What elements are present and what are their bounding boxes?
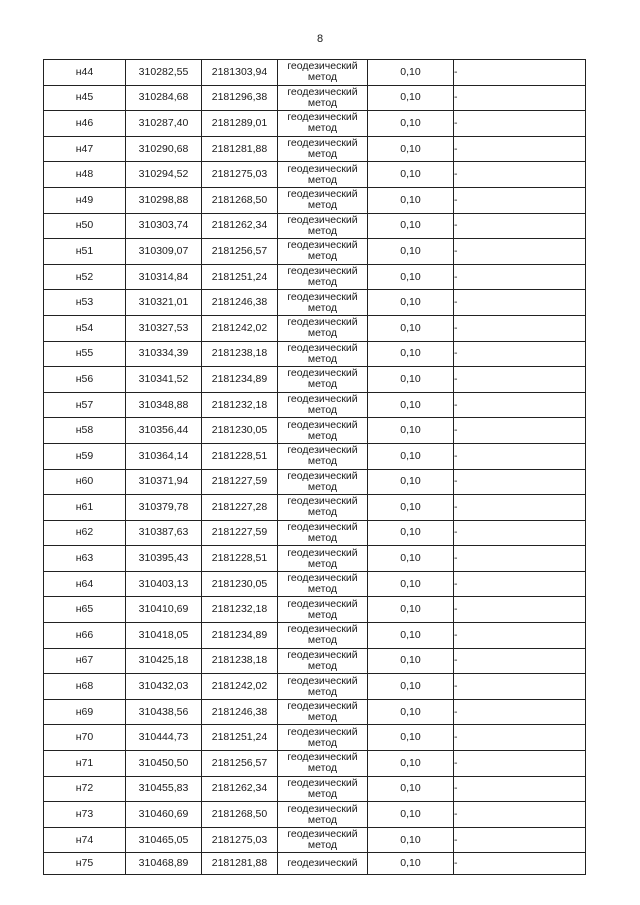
accuracy-cell: 0,10: [368, 315, 454, 341]
table-row: [44, 315, 586, 341]
point-name-cell: н58: [44, 418, 126, 444]
point-name-cell: н51: [44, 239, 126, 265]
table-row: [44, 495, 586, 521]
note-cell: -: [454, 418, 586, 444]
point-name-cell: н56: [44, 367, 126, 393]
x-coordinate-cell: 310341,52: [126, 367, 202, 393]
note-cell: -: [454, 341, 586, 367]
x-coordinate-cell: 310284,68: [126, 85, 202, 111]
accuracy-cell: 0,10: [368, 290, 454, 316]
method-cell: геодезический метод: [278, 367, 368, 393]
method-cell: геодезический метод: [278, 495, 368, 521]
note-cell: -: [454, 136, 586, 162]
x-coordinate-cell: 310314,84: [126, 264, 202, 290]
x-coordinate-cell: 310418,05: [126, 623, 202, 649]
accuracy-cell: 0,10: [368, 392, 454, 418]
y-coordinate-cell: 2181234,89: [202, 367, 278, 393]
point-name-cell: н54: [44, 315, 126, 341]
x-coordinate-cell: 310327,53: [126, 315, 202, 341]
x-coordinate-cell: 310395,43: [126, 546, 202, 572]
note-cell: -: [454, 443, 586, 469]
point-name-cell: н71: [44, 751, 126, 777]
x-coordinate-cell: 310410,69: [126, 597, 202, 623]
table-row: [44, 239, 586, 265]
y-coordinate-cell: 2181262,34: [202, 213, 278, 239]
table-row: [44, 802, 586, 828]
x-coordinate-cell: 310303,74: [126, 213, 202, 239]
method-cell: геодезический метод: [278, 623, 368, 649]
x-coordinate-cell: 310450,50: [126, 751, 202, 777]
method-cell: геодезический метод: [278, 520, 368, 546]
x-coordinate-cell: 310282,55: [126, 60, 202, 86]
accuracy-cell: 0,10: [368, 751, 454, 777]
note-cell: -: [454, 60, 586, 86]
table-row: [44, 60, 586, 86]
note-cell: -: [454, 85, 586, 111]
note-cell: -: [454, 239, 586, 265]
y-coordinate-cell: 2181296,38: [202, 85, 278, 111]
table-row: [44, 264, 586, 290]
page-number: 8: [316, 33, 324, 45]
method-cell: геодезический метод: [278, 751, 368, 777]
note-cell: -: [454, 315, 586, 341]
y-coordinate-cell: 2181251,24: [202, 264, 278, 290]
note-cell: -: [454, 699, 586, 725]
note-cell: -: [454, 546, 586, 572]
y-coordinate-cell: 2181289,01: [202, 111, 278, 137]
note-cell: -: [454, 111, 586, 137]
accuracy-cell: 0,10: [368, 367, 454, 393]
accuracy-cell: 0,10: [368, 418, 454, 444]
accuracy-cell: 0,10: [368, 187, 454, 213]
y-coordinate-cell: 2181281,88: [202, 853, 278, 875]
note-cell: -: [454, 469, 586, 495]
point-name-cell: н73: [44, 802, 126, 828]
point-name-cell: н44: [44, 60, 126, 86]
accuracy-cell: 0,10: [368, 469, 454, 495]
point-name-cell: н65: [44, 597, 126, 623]
x-coordinate-cell: 310444,73: [126, 725, 202, 751]
table-row: [44, 776, 586, 802]
y-coordinate-cell: 2181230,05: [202, 571, 278, 597]
y-coordinate-cell: 2181268,50: [202, 802, 278, 828]
x-coordinate-cell: 310309,07: [126, 239, 202, 265]
y-coordinate-cell: 2181242,02: [202, 315, 278, 341]
table-row: [44, 392, 586, 418]
method-cell: геодезический метод: [278, 213, 368, 239]
table-row: [44, 162, 586, 188]
point-name-cell: н46: [44, 111, 126, 137]
method-cell: геодезический метод: [278, 111, 368, 137]
method-cell: геодезический метод: [278, 315, 368, 341]
accuracy-cell: 0,10: [368, 648, 454, 674]
table-row: [44, 674, 586, 700]
accuracy-cell: 0,10: [368, 674, 454, 700]
y-coordinate-cell: 2181228,51: [202, 546, 278, 572]
y-coordinate-cell: 2181228,51: [202, 443, 278, 469]
accuracy-cell: 0,10: [368, 827, 454, 853]
accuracy-cell: 0,10: [368, 136, 454, 162]
table-row: [44, 111, 586, 137]
note-cell: -: [454, 213, 586, 239]
y-coordinate-cell: 2181303,94: [202, 60, 278, 86]
table-row: [44, 853, 586, 875]
table-row: [44, 699, 586, 725]
point-name-cell: н70: [44, 725, 126, 751]
x-coordinate-cell: 310465,05: [126, 827, 202, 853]
method-cell: геодезический метод: [278, 802, 368, 828]
y-coordinate-cell: 2181242,02: [202, 674, 278, 700]
method-cell: геодезический метод: [278, 85, 368, 111]
x-coordinate-cell: 310334,39: [126, 341, 202, 367]
method-cell: геодезический метод: [278, 392, 368, 418]
accuracy-cell: 0,10: [368, 546, 454, 572]
point-name-cell: н50: [44, 213, 126, 239]
accuracy-cell: 0,10: [368, 776, 454, 802]
method-cell: геодезический метод: [278, 776, 368, 802]
x-coordinate-cell: 310290,68: [126, 136, 202, 162]
y-coordinate-cell: 2181256,57: [202, 751, 278, 777]
accuracy-cell: 0,10: [368, 853, 454, 875]
method-cell: геодезический метод: [278, 699, 368, 725]
method-cell: геодезический метод: [278, 418, 368, 444]
x-coordinate-cell: 310298,88: [126, 187, 202, 213]
table-row: [44, 546, 586, 572]
table-row: [44, 341, 586, 367]
table-row: [44, 187, 586, 213]
table-row: [44, 469, 586, 495]
x-coordinate-cell: 310371,94: [126, 469, 202, 495]
y-coordinate-cell: 2181281,88: [202, 136, 278, 162]
method-cell: геодезический метод: [278, 827, 368, 853]
table-row: [44, 751, 586, 777]
note-cell: -: [454, 751, 586, 777]
accuracy-cell: 0,10: [368, 341, 454, 367]
method-cell: геодезический метод: [278, 187, 368, 213]
y-coordinate-cell: 2181227,59: [202, 520, 278, 546]
y-coordinate-cell: 2181268,50: [202, 187, 278, 213]
y-coordinate-cell: 2181275,03: [202, 162, 278, 188]
point-name-cell: н49: [44, 187, 126, 213]
point-name-cell: н68: [44, 674, 126, 700]
table-row: [44, 597, 586, 623]
y-coordinate-cell: 2181227,59: [202, 469, 278, 495]
method-cell: геодезический метод: [278, 60, 368, 86]
accuracy-cell: 0,10: [368, 699, 454, 725]
table-row: [44, 648, 586, 674]
x-coordinate-cell: 310294,52: [126, 162, 202, 188]
y-coordinate-cell: 2181275,03: [202, 827, 278, 853]
table-row: [44, 725, 586, 751]
method-cell: геодезический метод: [278, 546, 368, 572]
x-coordinate-cell: 310425,18: [126, 648, 202, 674]
method-cell: геодезический метод: [278, 239, 368, 265]
point-name-cell: н55: [44, 341, 126, 367]
note-cell: -: [454, 495, 586, 521]
method-cell: геодезический метод: [278, 725, 368, 751]
x-coordinate-cell: 310403,13: [126, 571, 202, 597]
table-row: [44, 418, 586, 444]
method-cell: геодезический метод: [278, 290, 368, 316]
method-cell: геодезический метод: [278, 648, 368, 674]
x-coordinate-cell: 310387,63: [126, 520, 202, 546]
y-coordinate-cell: 2181232,18: [202, 392, 278, 418]
coordinates-table-body: [44, 60, 586, 875]
note-cell: -: [454, 725, 586, 751]
point-name-cell: н52: [44, 264, 126, 290]
point-name-cell: н72: [44, 776, 126, 802]
x-coordinate-cell: 310379,78: [126, 495, 202, 521]
note-cell: -: [454, 853, 586, 875]
method-cell: геодезический метод: [278, 341, 368, 367]
method-cell: геодезический метод: [278, 674, 368, 700]
accuracy-cell: 0,10: [368, 520, 454, 546]
table-row: [44, 85, 586, 111]
note-cell: -: [454, 520, 586, 546]
table-row: [44, 136, 586, 162]
y-coordinate-cell: 2181256,57: [202, 239, 278, 265]
accuracy-cell: 0,10: [368, 213, 454, 239]
point-name-cell: н64: [44, 571, 126, 597]
point-name-cell: н67: [44, 648, 126, 674]
method-cell: геодезический: [278, 853, 368, 875]
accuracy-cell: 0,10: [368, 60, 454, 86]
method-cell: геодезический метод: [278, 597, 368, 623]
table-row: [44, 213, 586, 239]
note-cell: -: [454, 674, 586, 700]
y-coordinate-cell: 2181234,89: [202, 623, 278, 649]
x-coordinate-cell: 310455,83: [126, 776, 202, 802]
x-coordinate-cell: 310348,88: [126, 392, 202, 418]
note-cell: -: [454, 392, 586, 418]
accuracy-cell: 0,10: [368, 571, 454, 597]
note-cell: -: [454, 571, 586, 597]
point-name-cell: н69: [44, 699, 126, 725]
x-coordinate-cell: 310432,03: [126, 674, 202, 700]
note-cell: -: [454, 264, 586, 290]
accuracy-cell: 0,10: [368, 725, 454, 751]
x-coordinate-cell: 310438,56: [126, 699, 202, 725]
point-name-cell: н57: [44, 392, 126, 418]
accuracy-cell: 0,10: [368, 443, 454, 469]
coordinates-table: [43, 59, 586, 875]
note-cell: -: [454, 648, 586, 674]
method-cell: геодезический метод: [278, 264, 368, 290]
accuracy-cell: 0,10: [368, 264, 454, 290]
point-name-cell: н61: [44, 495, 126, 521]
point-name-cell: н53: [44, 290, 126, 316]
point-name-cell: н47: [44, 136, 126, 162]
table-row: [44, 520, 586, 546]
y-coordinate-cell: 2181246,38: [202, 290, 278, 316]
accuracy-cell: 0,10: [368, 597, 454, 623]
point-name-cell: н45: [44, 85, 126, 111]
y-coordinate-cell: 2181230,05: [202, 418, 278, 444]
table-row: [44, 827, 586, 853]
x-coordinate-cell: 310287,40: [126, 111, 202, 137]
note-cell: -: [454, 367, 586, 393]
table-row: [44, 443, 586, 469]
accuracy-cell: 0,10: [368, 162, 454, 188]
accuracy-cell: 0,10: [368, 623, 454, 649]
x-coordinate-cell: 310460,69: [126, 802, 202, 828]
note-cell: -: [454, 597, 586, 623]
x-coordinate-cell: 310321,01: [126, 290, 202, 316]
note-cell: -: [454, 623, 586, 649]
note-cell: -: [454, 827, 586, 853]
x-coordinate-cell: 310468,89: [126, 853, 202, 875]
x-coordinate-cell: 310364,14: [126, 443, 202, 469]
table-row: [44, 571, 586, 597]
method-cell: геодезический метод: [278, 162, 368, 188]
accuracy-cell: 0,10: [368, 85, 454, 111]
point-name-cell: н62: [44, 520, 126, 546]
method-cell: геодезический метод: [278, 469, 368, 495]
table-row: [44, 623, 586, 649]
point-name-cell: н59: [44, 443, 126, 469]
note-cell: -: [454, 162, 586, 188]
y-coordinate-cell: 2181251,24: [202, 725, 278, 751]
note-cell: -: [454, 187, 586, 213]
table-row: [44, 290, 586, 316]
x-coordinate-cell: 310356,44: [126, 418, 202, 444]
y-coordinate-cell: 2181238,18: [202, 648, 278, 674]
point-name-cell: н63: [44, 546, 126, 572]
method-cell: геодезический метод: [278, 136, 368, 162]
point-name-cell: н60: [44, 469, 126, 495]
y-coordinate-cell: 2181238,18: [202, 341, 278, 367]
note-cell: -: [454, 802, 586, 828]
point-name-cell: н48: [44, 162, 126, 188]
point-name-cell: н74: [44, 827, 126, 853]
point-name-cell: н75: [44, 853, 126, 875]
method-cell: геодезический метод: [278, 443, 368, 469]
accuracy-cell: 0,10: [368, 495, 454, 521]
accuracy-cell: 0,10: [368, 802, 454, 828]
note-cell: -: [454, 776, 586, 802]
y-coordinate-cell: 2181262,34: [202, 776, 278, 802]
note-cell: -: [454, 290, 586, 316]
point-name-cell: н66: [44, 623, 126, 649]
y-coordinate-cell: 2181232,18: [202, 597, 278, 623]
y-coordinate-cell: 2181246,38: [202, 699, 278, 725]
accuracy-cell: 0,10: [368, 239, 454, 265]
y-coordinate-cell: 2181227,28: [202, 495, 278, 521]
accuracy-cell: 0,10: [368, 111, 454, 137]
method-cell: геодезический метод: [278, 571, 368, 597]
table-row: [44, 367, 586, 393]
